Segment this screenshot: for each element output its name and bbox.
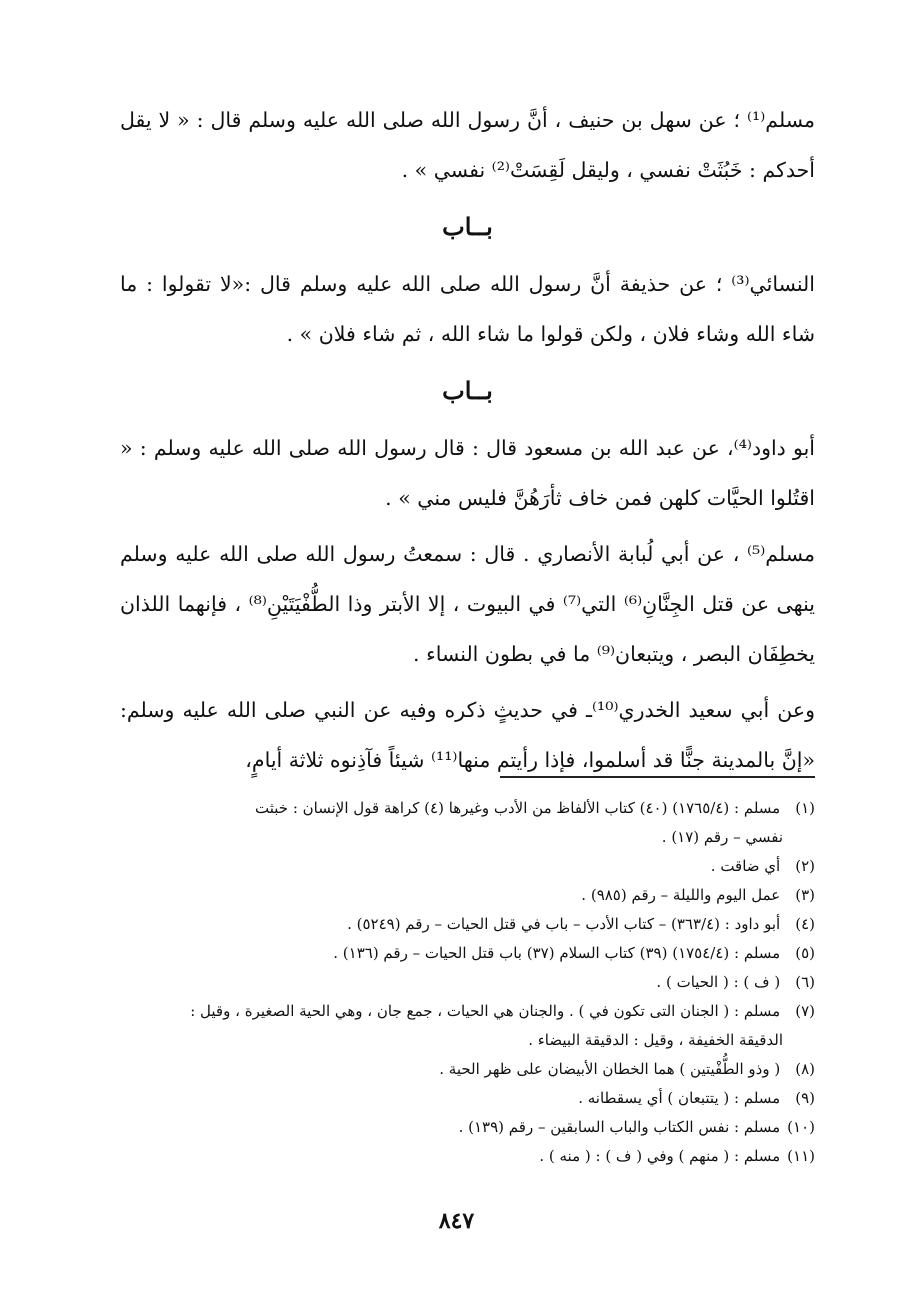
footnote-number: (١٠) xyxy=(787,1118,815,1136)
footnote-text: ( ف ) : ( الحيات ) . xyxy=(656,973,781,991)
footnote-number: (٥) xyxy=(795,944,815,962)
footnote-text: مسلم : ( منهم ) وفي ( ف ) : ( منه ) . xyxy=(539,1147,781,1165)
footnote-text: أبو داود : (٣٦٣/٤) – كتاب الأدب – باب في قتل الحيات – رقم (٥٢٤٩) . xyxy=(347,915,781,933)
main-text xyxy=(120,95,815,785)
footnote-number: (٧) xyxy=(795,1002,815,1020)
footnote-number: (٦) xyxy=(795,973,815,991)
footnote-3 xyxy=(120,881,815,910)
footnote-text: مسلم : نفس الكتاب والباب السابقين – رقم (١٣٩) . xyxy=(458,1118,781,1136)
paragraph-3: أبو داود⁽⁴⁾، عن عبد الله بن مسعود قال : قال رسول الله صلى الله عليه وسلم : « اقتُلوا الحيَّات كلهن فمن خاف ثأرَهُنَّ فليس مني » . xyxy=(120,436,815,510)
footnote-text: عمل اليوم والليلة – رقم (٩٨٥) . xyxy=(581,886,781,904)
footnote-number: (٤) xyxy=(795,915,815,933)
footnote-text: مسلم : (١٧٥٤/٤) (٣٩) كتاب السلام (٣٧) باب قتل الحيات – رقم (١٣٦) . xyxy=(333,944,781,962)
footnote-number: (١١) xyxy=(787,1147,815,1165)
footnote-8 xyxy=(120,1055,815,1084)
footnote-text-continued: الدقيقة الخفيفة ، وقيل : الدقيقة البيضاء . xyxy=(528,1031,783,1049)
footnote-number: (٨) xyxy=(795,1060,815,1078)
footnote-text: مسلم : ( الجنان التى تكون في ) . والجنان هي الحيات ، جمع جان ، وهي الحية الصغيرة ، وقيل : xyxy=(190,1002,781,1020)
paragraph-2: النسائي⁽³⁾ ؛ عن حذيفة أنَّ رسول الله صلى الله عليه وسلم قال :«لا تقولوا : ما شاء الله وشاء فلان ، ولكن قولوا ما شاء الله ، ثم شاء فلان » . xyxy=(120,272,815,346)
footnote-text: مسلم : (١٧٦٥/٤) (٤٠) كتاب الألفاظ من الأدب وغيرها (٤) كراهة قول الإنسان : خبثت xyxy=(255,799,781,817)
footnote-number: (٣) xyxy=(795,886,815,904)
footnote-10 xyxy=(120,1113,815,1142)
paragraph-5: وعن أبي سعيد الخدري⁽¹⁰⁾ـ في حديثٍ ذكره وفيه عن النبي صلى الله عليه وسلم: «إنَّ بالمدينة جنًّا قد أسلموا، فإذا رأيتم منها⁽¹¹⁾ شيئاً فآذِنوه ثلاثة أيامٍ، xyxy=(120,698,815,772)
footnote-number: (٩) xyxy=(795,1089,815,1107)
footnote-6 xyxy=(120,968,815,997)
page-number: ٨٤٧ xyxy=(438,1208,475,1234)
footnote-11 xyxy=(120,1142,815,1171)
footnote-separator xyxy=(500,776,815,778)
footnote-2 xyxy=(120,852,815,881)
paragraph-4: مسلم⁽⁵⁾ ، عن أبي لُبابة الأنصاري . قال : سمعتُ رسول الله صلى الله عليه وسلم ينهى عن قتل الجِنَّانِ⁽⁶⁾ التي⁽⁷⁾ في البيوت ، إلا الأبتر وذا الطُّفْيَتَيْنِ⁽⁸⁾ ، فإنهما اللذان يخطِفَان البصر ، ويتبعان⁽⁹⁾ ما في بطون النساء . xyxy=(120,542,815,666)
footnote-1 xyxy=(120,794,815,852)
footnote-4 xyxy=(120,910,815,939)
footnotes xyxy=(120,794,815,1171)
footnote-text: مسلم : ( يتتبعان ) أي يسقطانه . xyxy=(578,1089,781,1107)
footnote-text: ( وذو الطُّفْيتين ) هما الخطان الأبيضان على ظهر الحية . xyxy=(439,1060,781,1078)
footnote-5 xyxy=(120,939,815,968)
section-heading-1: بــاب xyxy=(442,212,493,241)
footnote-number: (٢) xyxy=(795,857,815,875)
paragraph-1: مسلم⁽¹⁾ ؛ عن سهل بن حنيف ، أنَّ رسول الله صلى الله عليه وسلم قال : « لا يقل أحدكم : خَبُثَتْ نفسي ، وليقل لَقِسَتْ⁽²⁾ نفسي » . xyxy=(120,108,815,182)
footnote-text: أي ضاقت . xyxy=(710,857,781,875)
footnote-text-continued: نفسي – رقم (١٧) . xyxy=(661,828,783,846)
footnote-number: (١) xyxy=(795,799,815,817)
footnote-9 xyxy=(120,1084,815,1113)
section-heading-2: بــاب xyxy=(442,376,493,405)
footnote-7 xyxy=(120,997,815,1055)
